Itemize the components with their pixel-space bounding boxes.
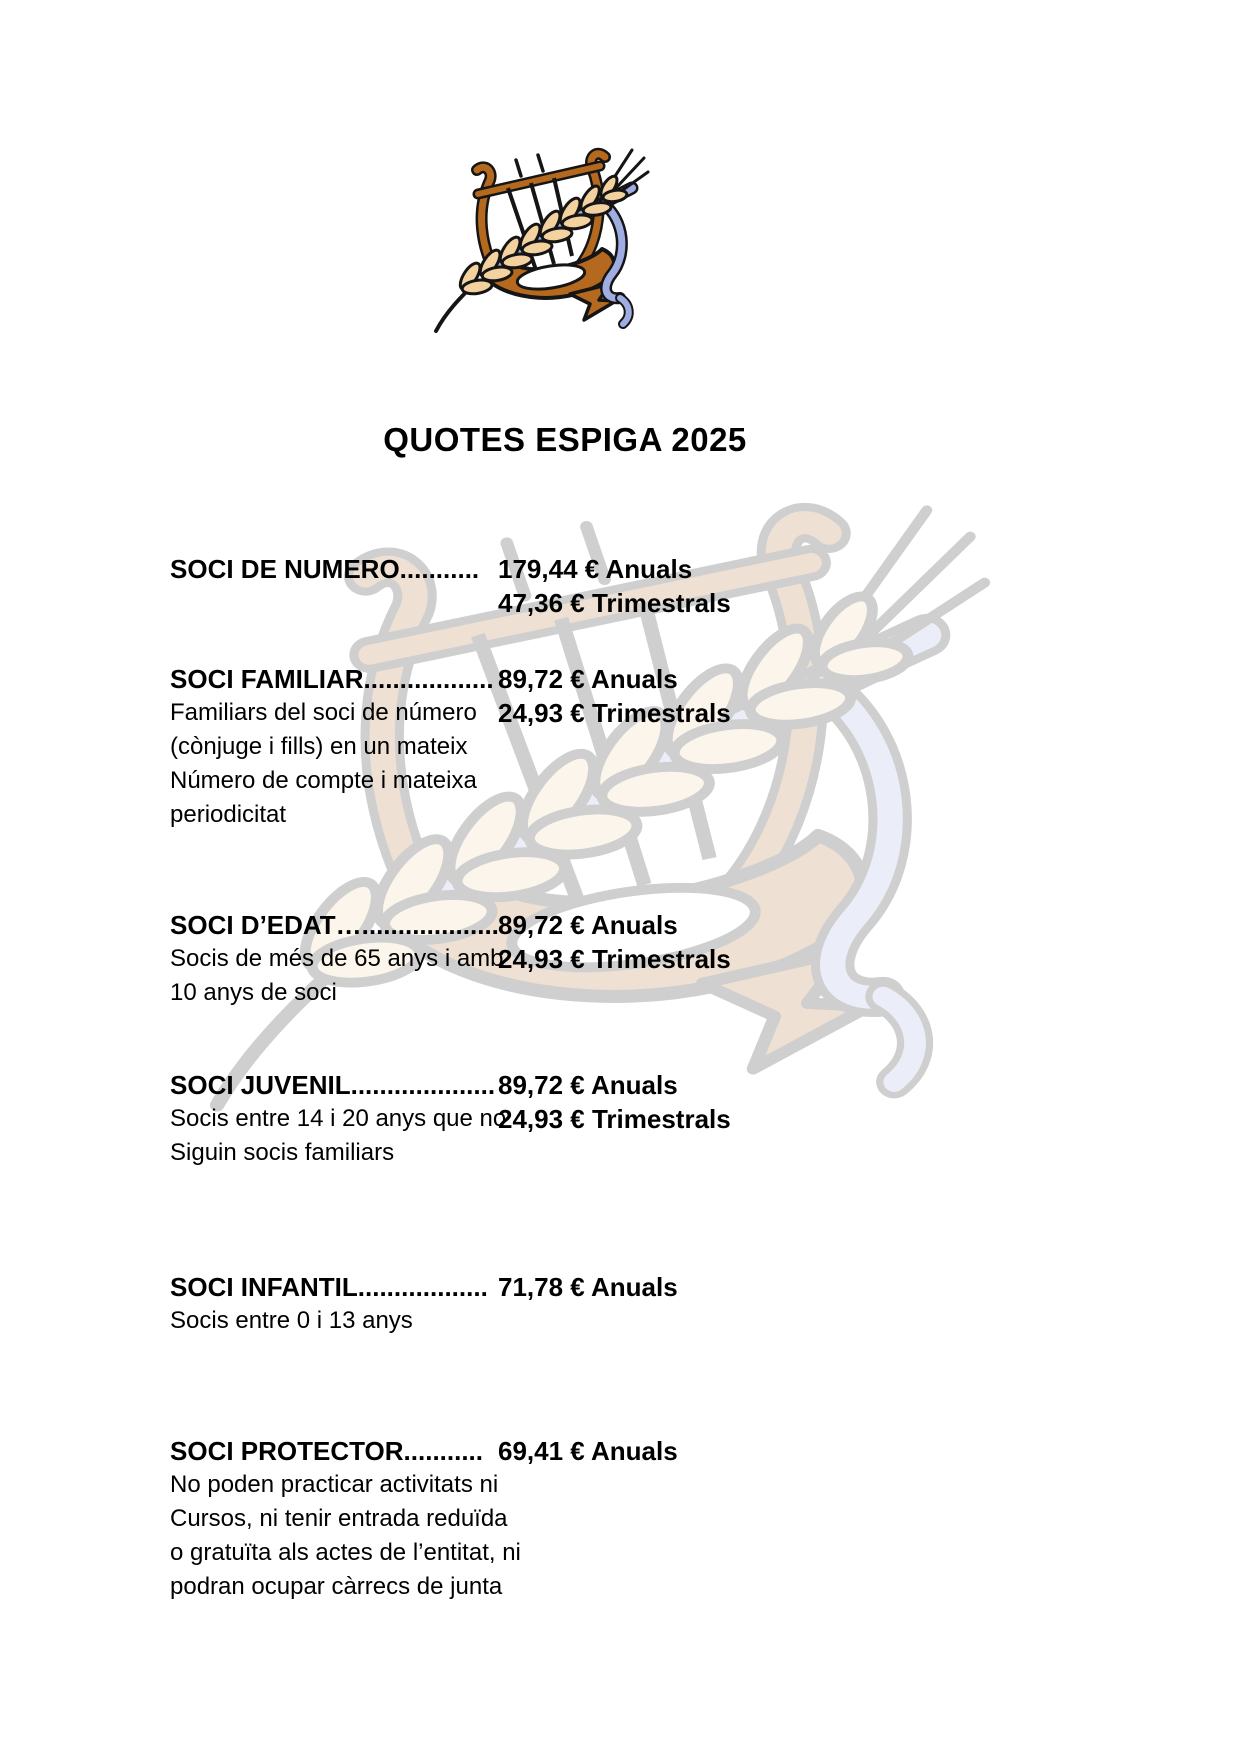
fee-heading: SOCI JUVENIL.................... <box>170 1070 496 1100</box>
fee-annual-price: 69,41 € Anuals <box>498 1436 678 1466</box>
fee-annual-price: 71,78 € Anuals <box>498 1272 678 1302</box>
fee-quarterly-price: 47,36 € Trimestrals <box>498 588 731 618</box>
fee-left-column <box>170 1270 492 1338</box>
fee-description-line: podran ocupar càrrecs de junta <box>170 1573 503 1600</box>
fee-description-line: No poden practicar activitats ni <box>170 1471 499 1498</box>
fee-left-column <box>170 662 492 832</box>
fee-annual-price: 89,72 € Anuals <box>498 1070 678 1100</box>
fee-quarterly-price: 24,93 € Trimestrals <box>498 944 731 974</box>
fee-quarterly-price: 24,93 € Trimestrals <box>498 698 731 728</box>
fee-heading: SOCI INFANTIL.................. <box>170 1272 488 1302</box>
fee-annual-price: 89,72 € Anuals <box>498 910 678 940</box>
fee-section-soci-protector <box>170 1434 990 1604</box>
fee-description-line: Socis de més de 65 anys i amb <box>170 945 504 972</box>
fee-heading: SOCI DE NUMERO........... <box>170 554 480 584</box>
fee-annual-price: 179,44 € Anuals <box>498 554 693 584</box>
fee-description-line: Cursos, ni tenir entrada reduïda <box>170 1505 508 1532</box>
fee-price-column <box>492 662 990 832</box>
fee-description-line: Siguin socis familiars <box>170 1139 395 1166</box>
fee-price-column <box>492 1068 990 1170</box>
fee-price-column <box>492 1434 990 1604</box>
fee-heading: SOCI D’EDAT…................... <box>170 910 499 940</box>
fee-section-soci-familiar <box>170 662 990 832</box>
fee-description-line: Socis entre 0 i 13 anys <box>170 1307 413 1334</box>
fee-left-column <box>170 1068 507 1170</box>
fee-section-soci-dedat <box>170 908 990 1010</box>
fee-description-line: periodicitat <box>170 801 287 828</box>
fee-section-soci-de-numero <box>170 552 990 620</box>
fee-description-line: (cònjuge i fills) en un mateix <box>170 733 468 760</box>
fee-description-line: o gratuïta als actes de l’entitat, ni <box>170 1539 521 1566</box>
fee-description-line: Familiars del soci de número <box>170 699 477 726</box>
fee-left-column <box>170 908 504 1010</box>
fee-left-column <box>170 552 492 620</box>
fee-price-column <box>492 552 990 620</box>
fee-left-column <box>170 1434 521 1604</box>
fee-price-column <box>492 908 990 1010</box>
fee-price-column <box>492 1270 990 1338</box>
fee-description-line: 10 anys de soci <box>170 979 337 1006</box>
fee-description-line: Socis entre 14 i 20 anys que no <box>170 1105 507 1132</box>
fee-description-line: Número de compte i mateixa <box>170 767 477 794</box>
espiga-lyre-logo-icon <box>418 128 650 338</box>
fee-quarterly-price: 24,93 € Trimestrals <box>498 1104 731 1134</box>
fee-section-soci-infantil <box>170 1270 990 1338</box>
page-title: QUOTES ESPIGA 2025 <box>383 421 747 458</box>
fee-heading: SOCI FAMILIAR.................. <box>170 664 494 694</box>
fee-section-soci-juvenil <box>170 1068 990 1170</box>
fee-heading: SOCI PROTECTOR........... <box>170 1436 484 1466</box>
fee-annual-price: 89,72 € Anuals <box>498 664 678 694</box>
